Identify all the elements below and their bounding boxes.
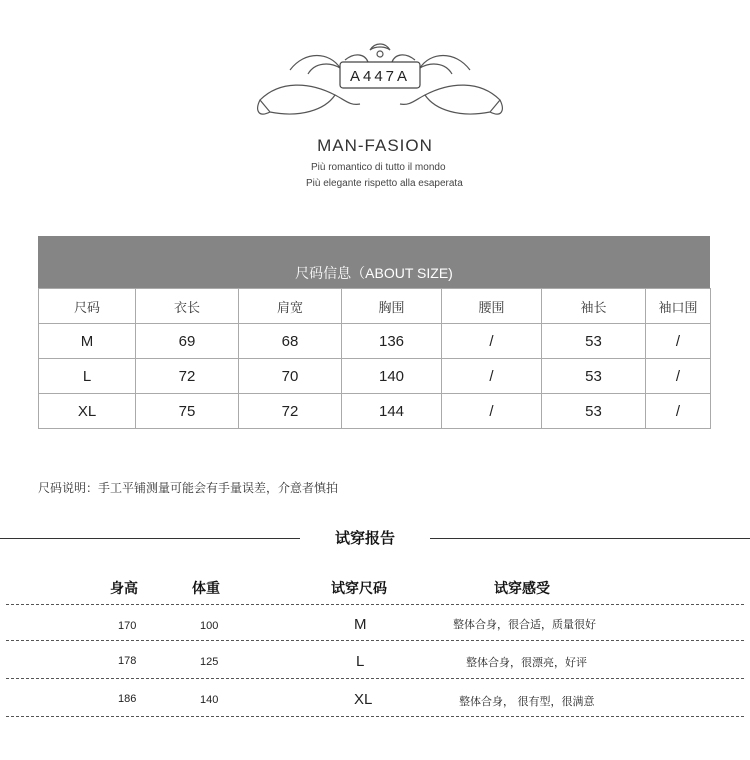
fit-report-title: 试穿报告 [334, 529, 395, 547]
table-cell: 整体合身，很漂亮，好评 [466, 656, 587, 669]
table-cell: 72 [136, 359, 239, 394]
fit-col-height: 身高 [110, 581, 138, 597]
table-row [39, 394, 711, 429]
divider [6, 640, 744, 641]
table-cell: M [354, 616, 367, 633]
table-cell: / [442, 324, 542, 359]
table-cell: 53 [542, 359, 646, 394]
table-cell: 68 [239, 324, 342, 359]
size-table-header-row [39, 289, 711, 324]
brand-logo-banner [250, 40, 510, 130]
size-col-sleeve: 袖长 [542, 289, 646, 324]
divider [6, 604, 744, 605]
table-cell: 75 [136, 394, 239, 429]
table-cell: 136 [342, 324, 442, 359]
table-cell: 整体合身， 很有型，很满意 [459, 695, 595, 708]
fit-col-size: 试穿尺码 [331, 581, 387, 597]
table-row [0, 606, 750, 644]
table-cell: 53 [542, 394, 646, 429]
table-row [39, 359, 711, 394]
size-note: 尺码说明：手工平铺测量可能会有手量误差，介意者慎拍 [38, 481, 339, 495]
table-row [0, 680, 750, 718]
table-cell: / [646, 324, 711, 359]
table-cell: L [39, 359, 136, 394]
logo-code: A447A [349, 68, 411, 85]
table-cell: 53 [542, 324, 646, 359]
table-cell: 70 [239, 359, 342, 394]
brand-name: MAN-FASION [317, 136, 433, 155]
table-cell: 140 [200, 694, 219, 706]
table-row [39, 324, 711, 359]
table-cell: / [442, 359, 542, 394]
table-cell: 69 [136, 324, 239, 359]
size-col-waist: 腰围 [442, 289, 542, 324]
table-cell: L [356, 653, 365, 670]
brand-tagline-2: Più elegante rispetto alla esaperata [306, 178, 463, 189]
divider [6, 716, 744, 717]
table-cell: 178 [118, 655, 137, 667]
table-cell: 125 [200, 656, 219, 668]
divider-left [0, 538, 300, 539]
divider-right [430, 538, 750, 539]
table-cell: / [442, 394, 542, 429]
table-cell: 整体合身，很合适，质量很好 [453, 618, 596, 631]
divider [6, 678, 744, 679]
size-table [38, 288, 711, 429]
table-cell: M [39, 324, 136, 359]
table-cell: 140 [342, 359, 442, 394]
fit-col-weight: 体重 [192, 581, 220, 597]
size-col-length: 衣长 [136, 289, 239, 324]
table-cell: / [646, 394, 711, 429]
size-col-shoulder: 肩宽 [239, 289, 342, 324]
size-col-cuff: 袖口围 [646, 289, 711, 324]
table-cell: / [646, 359, 711, 394]
table-cell: 186 [118, 693, 137, 705]
table-cell: 100 [200, 620, 219, 632]
table-cell: XL [39, 394, 136, 429]
table-cell: 144 [342, 394, 442, 429]
size-table-title: 尺码信息（ABOUT SIZE) [295, 265, 453, 281]
brand-tagline-1: Più romantico di tutto il mondo [311, 162, 446, 173]
table-cell: 72 [239, 394, 342, 429]
table-cell: 170 [118, 620, 137, 632]
fit-col-feeling: 试穿感受 [494, 581, 550, 597]
table-cell: XL [354, 691, 373, 708]
table-row [0, 642, 750, 680]
size-table-header [38, 236, 710, 288]
size-col-size: 尺码 [39, 289, 136, 324]
size-col-chest: 胸围 [342, 289, 442, 324]
